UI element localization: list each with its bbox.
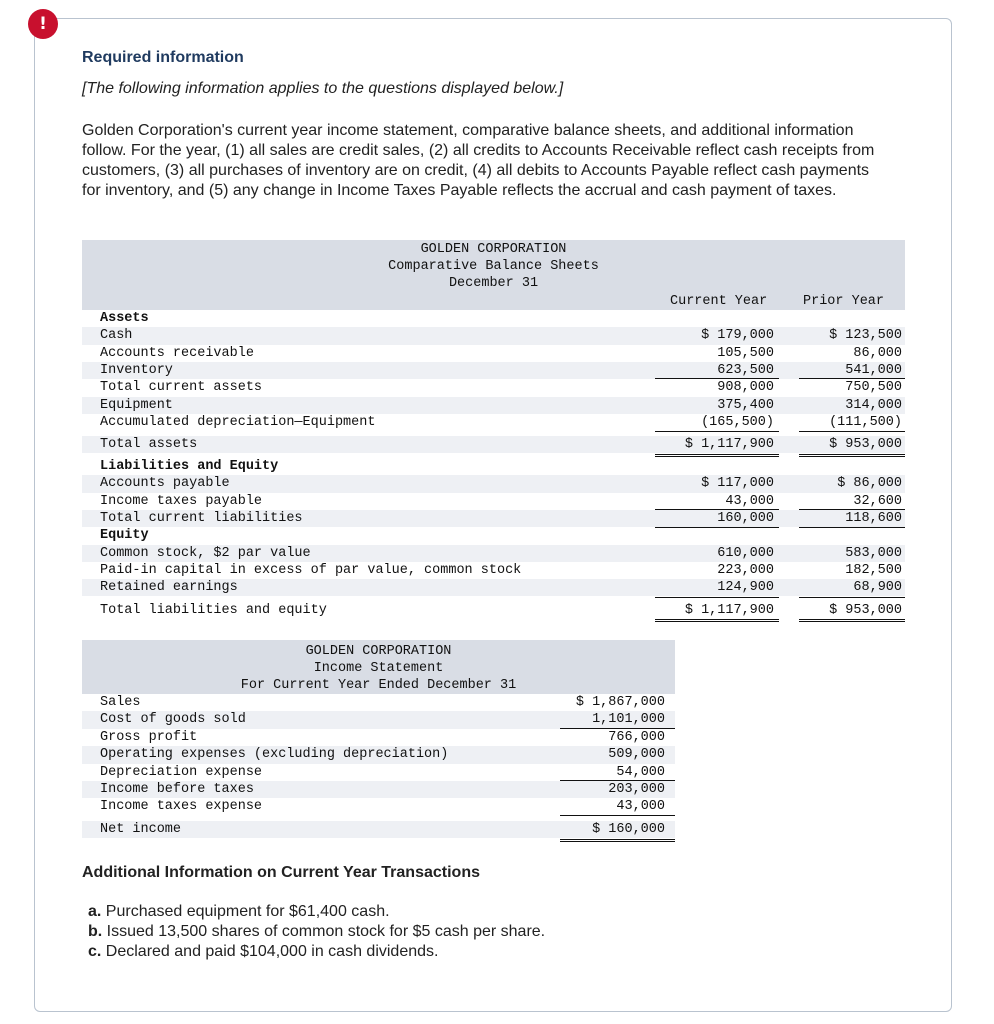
bs-current: 160,000 [717, 510, 774, 526]
bs-prior: 583,000 [845, 545, 902, 561]
item-text: Issued 13,500 shares of common stock for $5 cash per share. [102, 923, 546, 940]
income-statement-header [82, 640, 675, 694]
is-row [82, 746, 675, 763]
is-row [82, 729, 675, 746]
bs-current: (165,500) [701, 415, 774, 430]
bs-label: Common stock, $2 par value [100, 545, 311, 561]
is-double-underline [560, 839, 675, 840]
bs-current: $ 117,000 [701, 476, 774, 492]
required-information-title: Required information [82, 49, 244, 66]
bs-label: Accounts receivable [100, 345, 254, 361]
bs-label: Equity [100, 528, 149, 544]
is-label: Operating expenses (excluding depreciation) [100, 747, 449, 763]
bs-underline [799, 378, 905, 379]
item-key: b. [88, 923, 103, 940]
bs-prior: 118,600 [845, 510, 902, 526]
item-key: a. [88, 903, 102, 920]
bs-row [82, 475, 905, 492]
bs-prior: $ 953,000 [829, 437, 902, 452]
bs-prior: $ 123,500 [829, 328, 902, 344]
bs-current: 623,500 [717, 362, 774, 378]
bs-current: 375,400 [717, 397, 774, 413]
is-row [82, 821, 675, 838]
bs-underline [799, 527, 905, 528]
bs-double-underline [655, 454, 779, 455]
bs-double-underline [799, 456, 905, 457]
bs-prior: 750,500 [845, 380, 902, 396]
bs-row [82, 527, 905, 544]
bs-current: 223,000 [717, 562, 774, 578]
bs-label: Cash [100, 328, 133, 344]
bs-label: Inventory [100, 362, 173, 378]
bs-prior: $ 86,000 [837, 476, 902, 492]
bs-prior: 86,000 [853, 345, 902, 361]
is-label: Net income [100, 822, 182, 837]
is-row [82, 764, 675, 781]
bs-current: 43,000 [725, 493, 774, 509]
is-underline [560, 780, 675, 781]
bs-row [82, 458, 905, 475]
bs-row [82, 493, 905, 510]
bs-row [82, 414, 905, 431]
balance-sheet-date: December 31 [448, 276, 539, 291]
bs-prior: 314,000 [845, 397, 902, 413]
bs-label: Total liabilities and equity [100, 602, 327, 618]
is-double-underline [560, 841, 675, 842]
is-row [82, 798, 675, 815]
is-amount: 766,000 [608, 729, 665, 745]
bs-current: $ 179,000 [701, 328, 774, 344]
is-underline [560, 728, 675, 729]
bs-row [82, 345, 905, 362]
bs-current: $ 1,117,900 [684, 437, 774, 452]
additional-item-a [88, 903, 390, 921]
bs-current: 124,900 [717, 580, 774, 596]
bs-label: Accounts payable [100, 476, 230, 492]
bs-double-underline [655, 456, 779, 457]
additional-item-c [88, 943, 438, 961]
col-current-year: Current Year [670, 294, 768, 309]
item-text: Declared and paid $104,000 in cash dividends. [101, 943, 439, 960]
required-information-subtitle: [The following information applies to the questions displayed below.] [82, 80, 564, 97]
bs-prior: 32,600 [853, 493, 902, 509]
income-statement-title: Income Statement [313, 661, 444, 676]
bs-underline [799, 597, 905, 598]
bs-row [82, 510, 905, 527]
bs-current: $ 1,117,900 [684, 602, 774, 618]
bs-row [82, 327, 905, 344]
is-row [82, 694, 675, 711]
item-text: Purchased equipment for $61,400 cash. [101, 903, 390, 920]
bs-prior: 182,500 [845, 562, 902, 578]
additional-info-title: Additional Information on Current Year Transactions [82, 864, 480, 881]
is-label: Income before taxes [100, 782, 254, 797]
bs-label: Total current liabilities [100, 510, 303, 526]
intro-paragraph: Golden Corporation's current year income statement, comparative balance sheets, and additional information follow. For the year, (1) all sales are credit sales, (2) all credits to Accounts Receivable reflect cash receipts from customers, (3) all purchases of inventory are on credit, (4) all debits to Accounts Payable reflect cash payments for inventory, and (5) any change in Income Taxes Payable reflects the accrual and cash payment of taxes. [82, 122, 875, 199]
is-amount: $ 160,000 [592, 822, 665, 837]
bs-underline [655, 509, 779, 510]
income-statement-period: For Current Year Ended December 31 [240, 678, 517, 693]
bs-row [82, 545, 905, 562]
bs-double-underline [799, 621, 905, 622]
bs-row [82, 362, 905, 379]
bs-double-underline [799, 619, 905, 620]
bs-label: Accumulated depreciation—Equipment [100, 415, 376, 430]
balance-sheet-header [82, 240, 905, 310]
item-key: c. [88, 943, 102, 960]
is-label: Cost of goods sold [100, 712, 246, 728]
is-amount: 1,101,000 [592, 712, 665, 728]
bs-label: Liabilities and Equity [100, 459, 279, 474]
is-amount: 43,000 [616, 799, 665, 815]
bs-label: Retained earnings [100, 580, 238, 596]
bs-current: 105,500 [717, 345, 774, 361]
bs-underline [655, 527, 779, 528]
is-label: Gross profit [100, 729, 198, 745]
bs-underline [655, 378, 779, 379]
bs-prior: (111,500) [829, 415, 902, 430]
bs-underline [655, 431, 779, 432]
bs-label: Paid-in capital in excess of par value, common stock [100, 562, 522, 578]
balance-sheet-title: Comparative Balance Sheets [388, 259, 599, 274]
bs-current: 908,000 [717, 380, 774, 396]
bs-row [82, 397, 905, 414]
bs-label: Equipment [100, 397, 173, 413]
col-prior-year: Prior Year [803, 294, 885, 309]
is-row [82, 781, 675, 798]
bs-underline [799, 431, 905, 432]
is-label: Sales [100, 695, 141, 710]
bs-current: 610,000 [717, 545, 774, 561]
is-amount: 54,000 [616, 764, 665, 780]
bs-prior: 68,900 [853, 580, 902, 596]
is-amount: 509,000 [608, 747, 665, 763]
bs-double-underline [799, 454, 905, 455]
bs-row [82, 379, 905, 396]
bs-row [82, 310, 905, 327]
bs-double-underline [655, 619, 779, 620]
bs-label: Total current assets [100, 380, 263, 396]
is-amount: 203,000 [608, 782, 665, 797]
is-amount: $ 1,867,000 [575, 695, 665, 710]
bs-double-underline [655, 621, 779, 622]
balance-sheet-company: GOLDEN CORPORATION [420, 242, 567, 257]
is-underline [560, 815, 675, 816]
bs-label: Income taxes payable [100, 493, 263, 509]
bs-row [82, 602, 905, 619]
bs-underline [655, 597, 779, 598]
additional-item-b [88, 923, 545, 941]
bs-row [82, 436, 905, 453]
bs-label: Assets [100, 311, 149, 326]
is-row [82, 711, 675, 728]
is-label: Depreciation expense [100, 764, 263, 780]
bs-underline [799, 509, 905, 510]
bs-row [82, 579, 905, 596]
bs-prior: $ 953,000 [829, 602, 902, 618]
bs-label: Total assets [100, 437, 198, 452]
bs-prior: 541,000 [845, 362, 902, 378]
bs-row [82, 562, 905, 579]
is-label: Income taxes expense [100, 799, 263, 815]
alert-icon: ! [28, 9, 58, 39]
income-statement-company: GOLDEN CORPORATION [305, 644, 452, 659]
